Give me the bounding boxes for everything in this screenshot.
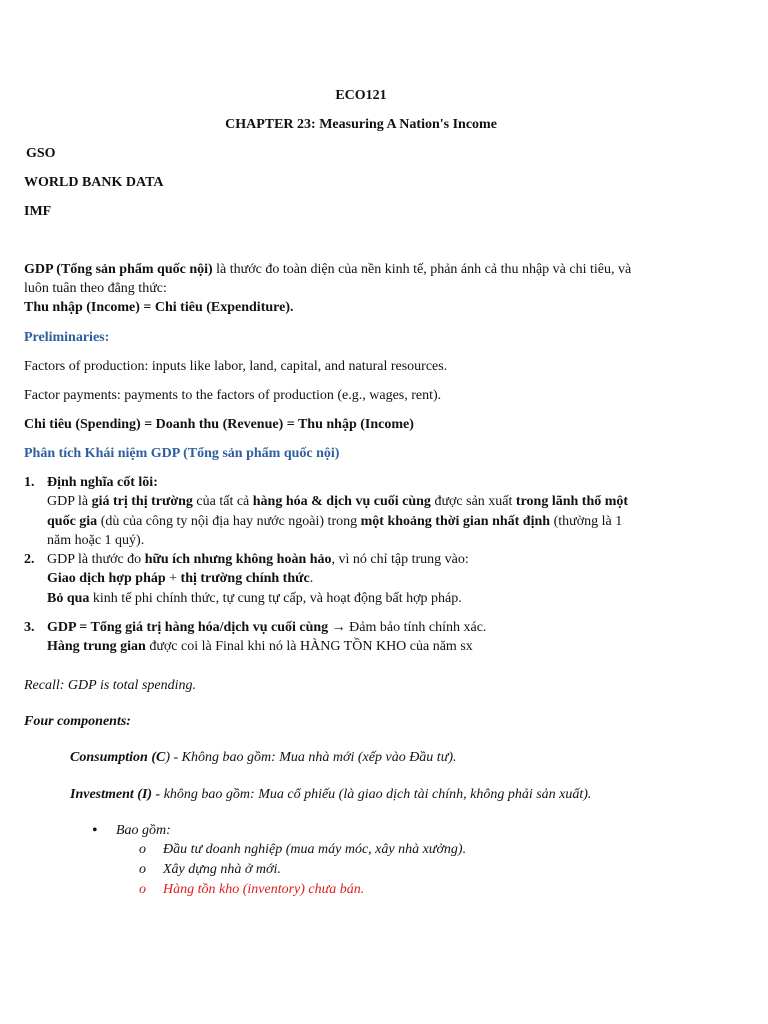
sub-item-business-investment: Đầu tư doanh nghiệp (mua máy móc, xây nhà xưởng). [163, 842, 467, 857]
sub-marker: o [139, 882, 146, 897]
text-span: kinh tế phi chính thức, tự cung tự cấp, và hoạt động bất hợp pháp. [89, 591, 462, 606]
text-span: Consumption (C [70, 750, 166, 765]
gdp-intro-text: là thước đo toàn diện của nền kinh tế, phản ánh cả thu nhập và chi tiêu, và [212, 262, 632, 277]
text-span: GDP = Tổng giá trị hàng hóa/dịch vụ cuối cùng [47, 620, 329, 635]
text-span: được coi là Final khi nó là HÀNG TỒN KHO của năm sx [145, 639, 473, 654]
text-span: GDP là [47, 494, 92, 509]
text-span: quốc gia [47, 514, 98, 529]
text-span: thị trường chính thức [180, 571, 310, 586]
components-heading: Four components: [24, 714, 131, 729]
source-gso: GSO [26, 146, 56, 161]
gdp-intro-line1 [24, 261, 631, 279]
list-number: 3. [24, 620, 35, 635]
text-span: hữu ích nhưng không hoàn hảo [144, 552, 332, 567]
text-span: Bỏ qua [47, 591, 90, 606]
sub-item-new-housing: Xây dựng nhà ở mới. [163, 862, 281, 877]
text-span: + [165, 571, 181, 586]
core-definition-line [47, 513, 622, 531]
investment-line [70, 786, 591, 804]
legal-transactions-line [47, 570, 313, 588]
text-span: hàng hóa & dịch vụ cuối cùng [252, 494, 431, 509]
core-definition-line: năm hoặc 1 quý). [47, 533, 145, 548]
core-definition-title: Định nghĩa cốt lõi: [47, 475, 158, 490]
list-number: 1. [24, 475, 35, 490]
text-span: Giao dịch hợp pháp [47, 571, 166, 586]
chapter-title: CHAPTER 23: Measuring A Nation's Income [225, 117, 497, 132]
list-number: 2. [24, 552, 35, 567]
source-imf: IMF [24, 204, 52, 219]
bullet-icon [92, 822, 98, 841]
text-span: trong lãnh thổ một [515, 494, 629, 509]
sub-marker: o [139, 842, 146, 857]
useful-not-perfect-line [47, 551, 469, 569]
gdp-term: GDP (Tổng sản phẩm quốc nội) [24, 262, 213, 277]
recall-note: Recall: GDP is total spending. [24, 678, 196, 693]
text-span: một khoảng thời gian nhất định [360, 514, 551, 529]
ignored-activities-line [47, 590, 462, 608]
course-code: ECO121 [335, 88, 387, 103]
text-span: giá trị thị trường [91, 494, 193, 509]
factor-payments: Factor payments: payments to the factors of production (e.g., wages, rent). [24, 388, 442, 403]
analysis-heading: Phân tích Khái niệm GDP (Tổng sản phẩm quốc nội) [24, 446, 340, 461]
text-span: , vì nó chỉ tập trung vào: [331, 552, 469, 567]
consumption-line [70, 749, 457, 767]
intermediate-goods-line [47, 638, 473, 656]
core-definition-line [47, 493, 628, 511]
income-expenditure-identity: Thu nhập (Income) = Chi tiêu (Expenditure). [24, 300, 294, 315]
text-span: Hàng trung gian [47, 639, 146, 654]
text-span: • [92, 822, 98, 839]
arrow-icon: → [328, 620, 350, 635]
spending-identity: Chi tiêu (Spending) = Doanh thu (Revenue) = Thu nhập (Income) [24, 417, 414, 432]
gdp-intro-line2: luôn tuân theo đẳng thức: [24, 281, 167, 296]
text-span: Investment (I) - [70, 787, 161, 802]
sub-marker: o [139, 862, 146, 877]
text-span: được sản xuất [430, 494, 516, 509]
text-span: ) - Không bao gồm: Mua nhà mới (xếp vào Đầu tư). [165, 750, 457, 765]
preliminaries-heading: Preliminaries: [24, 330, 110, 345]
factors-of-production: Factors of production: inputs like labor, land, capital, and natural resources. [24, 359, 448, 374]
text-span: Đảm bảo tính chính xác. [349, 620, 487, 635]
text-span: (dù của công ty nội địa hay nước ngoài) trong [97, 514, 361, 529]
text-span: . [309, 571, 314, 586]
text-span: (thường là 1 [550, 514, 623, 529]
text-span: của tất cả [192, 494, 253, 509]
includes-label: Bao gồm: [116, 823, 171, 838]
text-span: không bao gồm: Mua cổ phiếu (là giao dịch tài chính, không phải sản xuất). [160, 787, 592, 802]
gdp-final-goods-line [47, 619, 486, 637]
text-span: GDP là thước đo [47, 552, 145, 567]
sub-item-inventory: Hàng tồn kho (inventory) chưa bán. [163, 882, 365, 897]
source-world-bank: WORLD BANK DATA [24, 175, 164, 190]
